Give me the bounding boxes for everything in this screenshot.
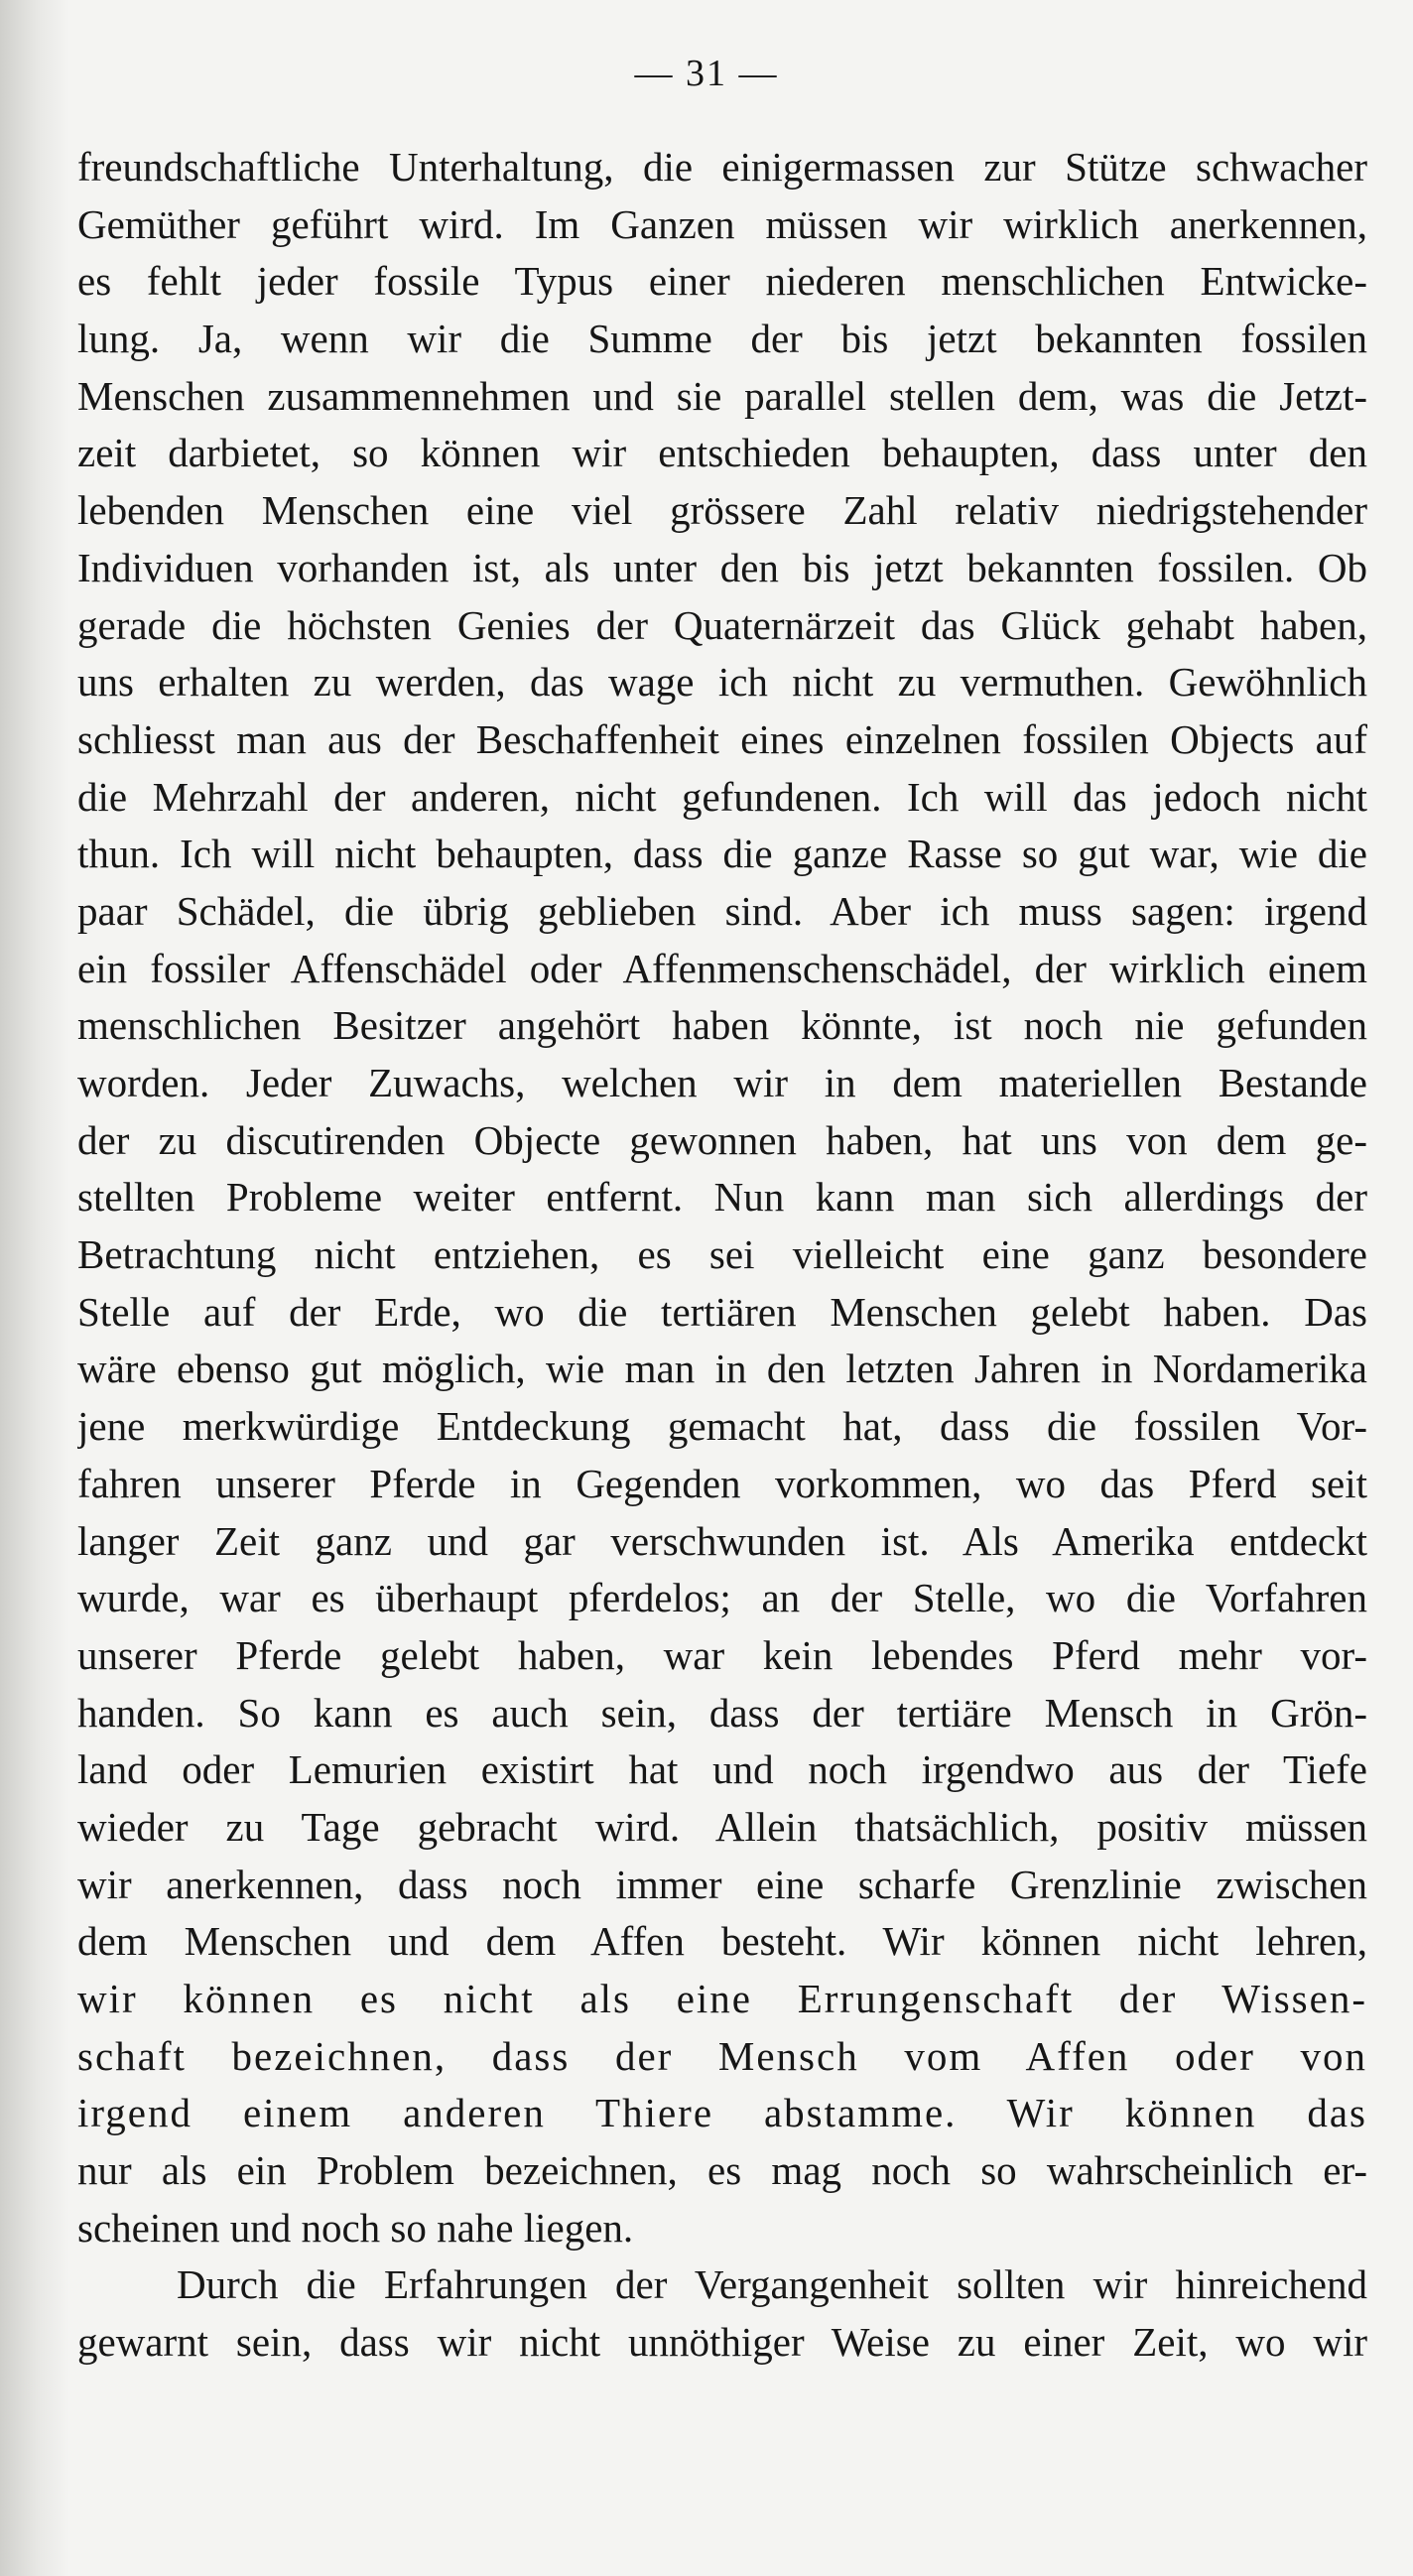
text-line: wir anerkennen, dass noch immer eine scharfe Grenzlinie zwischen <box>77 1861 1367 1907</box>
text-line: die Mehrzahl der anderen, nicht gefundenen. Ich will das jedoch nicht <box>77 773 1367 820</box>
text-line: wieder zu Tage gebracht wird. Allein thatsächlich, positiv müssen <box>77 1803 1367 1850</box>
text-line: wäre ebenso gut möglich, wie man in den letzten Jahren in Nordamerika <box>77 1346 1367 1392</box>
text-line: scheinen und noch so nahe liegen. <box>77 2204 634 2251</box>
text-line: fahren unserer Pferde in Gegenden vorkommen, wo das Pferd seit <box>77 1460 1367 1506</box>
text-line: menschlichen Besitzer angehört haben könnte, ist noch nie gefunden <box>77 1002 1367 1049</box>
text-line: jene merkwürdige Entdeckung gemacht hat, dass die fossilen Vor- <box>77 1403 1367 1450</box>
text-line: es fehlt jeder fossile Typus einer niederen menschlichen Entwicke- <box>77 258 1367 305</box>
text-line: Durch die Erfahrungen der Vergangenheit sollten wir hinreichend <box>177 2261 1367 2308</box>
text-line: stellten Probleme weiter entfernt. Nun kann man sich allerdings der <box>77 1174 1367 1221</box>
text-line: freundschaftliche Unterhaltung, die einigermassen zur Stütze schwacher <box>77 144 1367 190</box>
text-line: worden. Jeder Zuwachs, welchen wir in dem materiellen Bestande <box>77 1060 1367 1105</box>
text-line: paar Schädel, die übrig geblieben sind. Aber ich muss sagen: irgend <box>77 887 1367 934</box>
text-line: lebenden Menschen eine viel grössere Zahl relativ niedrigstehender <box>77 487 1367 534</box>
page-number: — 31 — <box>634 53 779 94</box>
text-line: gewarnt sein, dass wir nicht unnöthiger Weise zu einer Zeit, wo wir <box>77 2319 1367 2366</box>
text-line: nur als ein Problem bezeichnen, es mag noch so wahrscheinlich er- <box>77 2147 1367 2194</box>
text-line: lung. Ja, wenn wir die Summe der bis jetzt bekannten fossilen <box>77 316 1367 362</box>
text-line: land oder Lemurien existirt hat und noch irgendwo aus der Tiefe <box>77 1746 1367 1793</box>
text-line: Menschen zusammennehmen und sie parallel stellen dem, was die Jetzt- <box>77 372 1367 419</box>
text-line: wurde, war es überhaupt pferdelos; an der Stelle, wo die Vorfahren <box>77 1575 1367 1621</box>
text-line: langer Zeit ganz und gar verschwunden ist. Als Amerika entdeckt <box>77 1517 1367 1564</box>
text-line: Betrachtung nicht entziehen, es sei vielleicht eine ganz besondere <box>77 1231 1367 1278</box>
text-line: ein fossiler Affenschädel oder Affenmenschenschädel, der wirklich einem <box>77 945 1367 991</box>
text-line: irgend einem anderen Thiere abstamme. Wir können das <box>77 2090 1367 2136</box>
text-line: dem Menschen und dem Affen besteht. Wir können nicht lehren, <box>77 1918 1367 1965</box>
text-line: handen. So kann es auch sein, dass der tertiäre Mensch in Grön- <box>77 1689 1367 1736</box>
text-line: Stelle auf der Erde, wo die tertiären Menschen gelebt haben. Das <box>77 1288 1367 1335</box>
text-line: Gemüther geführt wird. Im Ganzen müssen wir wirklich anerkennen, <box>77 200 1367 247</box>
text-line: unserer Pferde gelebt haben, war kein lebendes Pferd mehr vor- <box>77 1631 1367 1678</box>
text-line: uns erhalten zu werden, das wage ich nicht zu vermuthen. Gewöhnlich <box>77 659 1367 706</box>
body-text <box>77 139 1367 2372</box>
text-line: zeit darbietet, so können wir entschieden behaupten, dass unter den <box>77 430 1367 476</box>
text-line: schaft bezeichnen, dass der Mensch vom Affen oder von <box>77 2032 1367 2079</box>
text-line: Individuen vorhanden ist, als unter den bis jetzt bekannten fossilen. Ob <box>77 544 1367 590</box>
text-line: wir können es nicht als eine Errungenschaft der Wissen- <box>77 1976 1367 2021</box>
page-edge-shadow <box>0 0 69 2576</box>
text-line: schliesst man aus der Beschaffenheit eines einzelnen fossilen Objects auf <box>77 715 1367 762</box>
text-line: thun. Ich will nicht behaupten, dass die ganze Rasse so gut war, wie die <box>77 831 1367 877</box>
text-line: der zu discutirenden Objecte gewonnen haben, hat uns von dem ge- <box>77 1116 1367 1163</box>
text-line: gerade die höchsten Genies der Quaternärzeit das Glück gehabt haben, <box>77 601 1367 648</box>
